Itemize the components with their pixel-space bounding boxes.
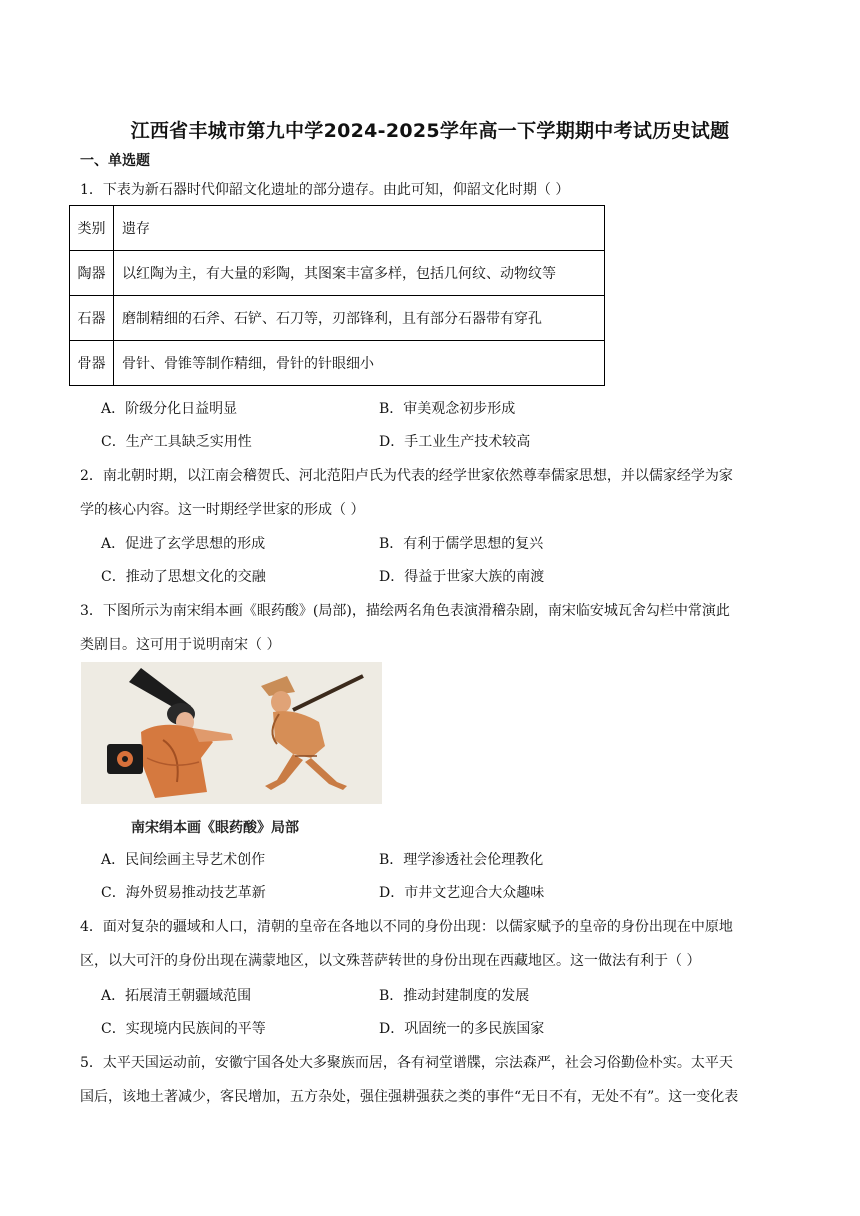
question-2-line-1: 2．南北朝时期，以江南会稽贺氏、河北范阳卢氏为代表的经学世家依然尊奉儒家思想，并以儒家经学为家 [80, 468, 733, 484]
question-5-line-2: 国后，该地土著减少，客民增加，五方杂处，强住强耕强获之类的事件“无日不有，无处不有”。这一变化表 [80, 1089, 739, 1105]
relics-table [69, 205, 605, 386]
q4-option-c: C．实现境内民族间的平等 [101, 1021, 266, 1037]
table-cell: 磨制精细的石斧、石铲、石刀等，刃部锋利，且有部分石器带有穿孔 [114, 296, 605, 341]
table-cell: 骨器 [70, 341, 114, 386]
q3-option-b: B．理学渗透社会伦理教化 [379, 852, 544, 868]
q3-option-a: A．民间绘画主导艺术创作 [101, 852, 266, 868]
q3-option-c: C．海外贸易推动技艺革新 [101, 885, 266, 901]
question-2-line-2: 学的核心内容。这一时期经学世家的形成（ ） [80, 502, 365, 518]
table-header-category: 类别 [70, 206, 114, 251]
table-cell: 骨针、骨锥等制作精细，骨针的针眼细小 [114, 341, 605, 386]
q4-option-d: D．巩固统一的多民族国家 [379, 1021, 545, 1037]
question-3-line-2: 类剧目。这可用于说明南宋（ ） [80, 637, 281, 653]
q3-option-d: D．市井文艺迎合大众趣味 [379, 885, 545, 901]
table-header-relics: 遗存 [114, 206, 605, 251]
question-4-line-1: 4．面对复杂的疆域和人口，清朝的皇帝在各地以不同的身份出现：以儒家赋予的皇帝的身份出现在中原地 [80, 919, 733, 935]
figure-caption: 南宋绢本画《眼药酸》局部 [131, 820, 299, 836]
q2-option-a: A．促进了玄学思想的形成 [101, 536, 266, 552]
painting-illustration [81, 662, 382, 804]
q1-option-d: D．手工业生产技术较高 [379, 434, 531, 450]
question-1-stem: 1．下表为新石器时代仰韶文化遗址的部分遗存。由此可知，仰韶文化时期（ ） [80, 182, 570, 198]
question-3-line-1: 3．下图所示为南宋绢本画《眼药酸》(局部)，描绘两名角色表演滑稽杂剧，南宋临安城瓦舍勾栏中常演此 [80, 603, 730, 619]
q4-option-a: A．拓展清王朝疆域范围 [101, 988, 252, 1004]
q1-option-a: A．阶级分化日益明显 [101, 401, 238, 417]
table-row [70, 296, 605, 341]
table-cell: 陶器 [70, 251, 114, 296]
table-cell: 以红陶为主，有大量的彩陶，其图案丰富多样，包括几何纹、动物纹等 [114, 251, 605, 296]
table-cell: 石器 [70, 296, 114, 341]
q4-option-b: B．推动封建制度的发展 [379, 988, 530, 1004]
q1-option-b: B．审美观念初步形成 [379, 401, 516, 417]
question-5-line-1: 5．太平天国运动前，安徽宁国各处大多聚族而居，各有祠堂谱牒，宗法森严，社会习俗勤俭朴实。太平天 [80, 1055, 733, 1071]
table-row [70, 341, 605, 386]
q1-option-c: C．生产工具缺乏实用性 [101, 434, 252, 450]
section-heading: 一、单选题 [80, 153, 150, 169]
painting-image [81, 662, 382, 804]
q2-option-c: C．推动了思想文化的交融 [101, 569, 266, 585]
q2-option-d: D．得益于世家大族的南渡 [379, 569, 545, 585]
page-title: 江西省丰城市第九中学2024-2025学年高一下学期期中考试历史试题 [130, 120, 730, 142]
question-4-line-2: 区，以大可汗的身份出现在满蒙地区，以文殊菩萨转世的身份出现在西藏地区。这一做法有利于（ ） [80, 953, 701, 969]
table-row [70, 251, 605, 296]
table-row [70, 206, 605, 251]
q2-option-b: B．有利于儒学思想的复兴 [379, 536, 544, 552]
